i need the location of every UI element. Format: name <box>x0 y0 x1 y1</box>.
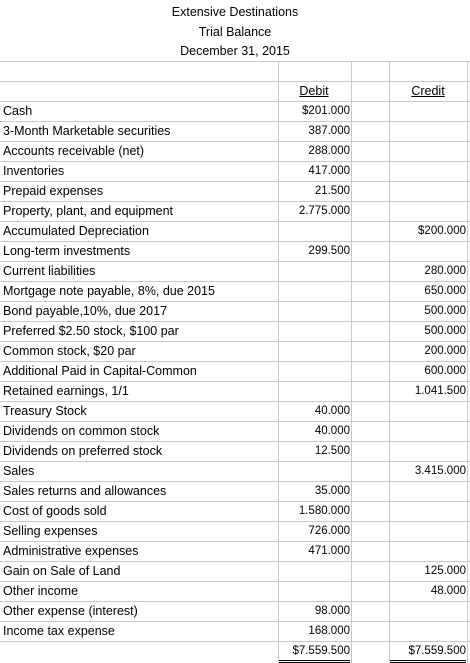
table-row <box>0 181 470 201</box>
credit-amount <box>390 101 466 121</box>
account-name: Additional Paid in Capital-Common <box>3 364 197 378</box>
credit-amount <box>390 541 466 561</box>
grid-line <box>467 61 468 663</box>
report-date: December 31, 2015 <box>180 44 290 58</box>
credit-amount: 200.000 <box>424 345 466 357</box>
debit-amount: 98.000 <box>314 605 350 617</box>
table-row <box>0 121 470 141</box>
grid-line <box>0 281 470 282</box>
debit-amount: 21.500 <box>314 185 350 197</box>
debit-amount: 1.580.000 <box>298 505 350 517</box>
table-row <box>0 521 470 541</box>
debit-amount: 387.000 <box>308 125 350 137</box>
credit-amount: 3.415.000 <box>414 465 466 477</box>
credit-amount <box>390 161 466 181</box>
debit-amount <box>278 281 350 301</box>
account-name: Cost of goods sold <box>3 504 107 518</box>
credit-amount <box>390 481 466 501</box>
grid-line <box>0 141 470 142</box>
table-row <box>0 101 470 121</box>
debit-amount: $201.000 <box>302 105 350 117</box>
credit-amount: 280.000 <box>424 265 466 277</box>
credit-amount <box>390 421 466 441</box>
debit-amount: 40.000 <box>314 405 350 417</box>
debit-amount <box>278 321 350 341</box>
grid-line <box>0 241 470 242</box>
table-row <box>0 461 470 481</box>
debit-amount: 726.000 <box>308 525 350 537</box>
debit-column-header: Debit <box>299 84 329 98</box>
grid-line <box>0 401 470 402</box>
account-name: Current liabilities <box>3 264 96 278</box>
account-name: Administrative expenses <box>3 544 139 558</box>
grid-line <box>0 381 470 382</box>
credit-amount <box>390 121 466 141</box>
account-name: Property, plant, and equipment <box>3 204 174 218</box>
company-name: Extensive Destinations <box>171 5 299 19</box>
debit-amount <box>278 341 350 361</box>
table-row <box>0 241 470 261</box>
grid-line <box>0 521 470 522</box>
credit-amount: $200.000 <box>418 225 466 237</box>
debit-amount <box>278 581 350 601</box>
grid-line <box>0 481 470 482</box>
grid-line <box>0 461 470 462</box>
credit-amount: 500.000 <box>424 305 466 317</box>
debit-amount: 299.500 <box>308 245 350 257</box>
account-name: Gain on Sale of Land <box>3 564 121 578</box>
grid-line <box>389 61 390 663</box>
grid-line <box>0 601 470 602</box>
debit-total: $7.559.500 <box>278 641 350 663</box>
account-name: Mortgage note payable, 8%, due 2015 <box>3 284 215 298</box>
credit-amount <box>390 141 466 161</box>
grid-line <box>351 61 352 663</box>
debit-amount <box>278 221 350 241</box>
credit-amount: 125.000 <box>424 565 466 577</box>
table-row <box>0 221 470 241</box>
debit-amount: 35.000 <box>314 485 350 497</box>
credit-column-header: Credit <box>411 84 445 98</box>
account-name: Bond payable,10%, due 2017 <box>3 304 168 318</box>
credit-amount <box>390 501 466 521</box>
grid-line <box>0 81 470 82</box>
credit-amount: 48.000 <box>430 585 466 597</box>
debit-amount <box>278 461 350 481</box>
account-name: Accumulated Depreciation <box>3 224 149 238</box>
grid-line <box>0 321 470 322</box>
debit-amount: 471.000 <box>308 545 350 557</box>
column-header-row <box>0 81 470 101</box>
account-name: Sales <box>3 464 35 478</box>
credit-amount <box>390 441 466 461</box>
account-name: 3-Month Marketable securities <box>3 124 171 138</box>
debit-amount <box>278 561 350 581</box>
account-name: Selling expenses <box>3 524 98 538</box>
debit-amount <box>278 301 350 321</box>
table-row <box>0 601 470 621</box>
account-name: Dividends on common stock <box>3 424 160 438</box>
account-name: Other expense (interest) <box>3 604 138 618</box>
credit-amount: 1.041.500 <box>414 385 466 397</box>
table-row <box>0 141 470 161</box>
grid-line <box>0 421 470 422</box>
debit-amount <box>278 261 350 281</box>
debit-amount: 417.000 <box>308 165 350 177</box>
account-name: Cash <box>3 104 33 118</box>
table-row <box>0 361 470 381</box>
grid-line <box>0 561 470 562</box>
table-row <box>0 401 470 421</box>
debit-amount <box>278 381 350 401</box>
grid-line <box>0 261 470 262</box>
grid-line <box>0 581 470 582</box>
grid-line <box>0 201 470 202</box>
table-row <box>0 321 470 341</box>
credit-amount <box>390 201 466 221</box>
report-title: Trial Balance <box>198 25 272 39</box>
table-row <box>0 341 470 361</box>
grid-line <box>0 121 470 122</box>
table-row <box>0 561 470 581</box>
credit-amount <box>390 241 466 261</box>
account-name: Income tax expense <box>3 624 115 638</box>
account-name: Accounts receivable (net) <box>3 144 145 158</box>
account-name: Sales returns and allowances <box>3 484 167 498</box>
table-row <box>0 621 470 641</box>
table-row <box>0 481 470 501</box>
table-row <box>0 201 470 221</box>
debit-amount: 288.000 <box>308 145 350 157</box>
account-name: Preferred $2.50 stock, $100 par <box>3 324 179 338</box>
table-row <box>0 261 470 281</box>
grid-line <box>0 501 470 502</box>
credit-amount <box>390 601 466 621</box>
debit-amount: 40.000 <box>314 425 350 437</box>
account-name: Retained earnings, 1/1 <box>3 384 129 398</box>
grid-line <box>0 541 470 542</box>
account-name: Treasury Stock <box>3 404 87 418</box>
debit-amount <box>278 361 350 381</box>
credit-amount <box>390 401 466 421</box>
credit-amount: 650.000 <box>424 285 466 297</box>
account-name: Inventories <box>3 164 65 178</box>
credit-amount: 500.000 <box>424 325 466 337</box>
table-row <box>0 501 470 521</box>
table-row <box>0 541 470 561</box>
table-row <box>0 421 470 441</box>
table-row <box>0 441 470 461</box>
credit-amount: 600.000 <box>424 365 466 377</box>
debit-amount: 168.000 <box>308 625 350 637</box>
grid-line <box>0 621 470 622</box>
credit-amount <box>390 521 466 541</box>
account-name: Dividends on preferred stock <box>3 444 163 458</box>
grid-line <box>0 61 470 62</box>
credit-total: $7.559.500 <box>390 641 466 663</box>
account-name: Long-term investments <box>3 244 131 258</box>
grid-line <box>0 341 470 342</box>
table-row <box>0 301 470 321</box>
grid-line <box>0 641 470 642</box>
table-row <box>0 161 470 181</box>
grid-line <box>0 221 470 222</box>
grid-line <box>0 181 470 182</box>
debit-amount: 12.500 <box>314 445 350 457</box>
account-name: Prepaid expenses <box>3 184 104 198</box>
credit-amount <box>390 181 466 201</box>
table-row <box>0 581 470 601</box>
account-name: Other income <box>3 584 79 598</box>
grid-line <box>0 301 470 302</box>
grid-line <box>0 101 470 102</box>
grid-line <box>0 361 470 362</box>
debit-amount: 2.775.000 <box>298 205 350 217</box>
table-row <box>0 281 470 301</box>
grid-line <box>278 61 279 663</box>
account-name: Common stock, $20 par <box>3 344 136 358</box>
grid-line <box>0 441 470 442</box>
credit-amount <box>390 621 466 641</box>
grid-line <box>0 161 470 162</box>
table-row <box>0 381 470 401</box>
